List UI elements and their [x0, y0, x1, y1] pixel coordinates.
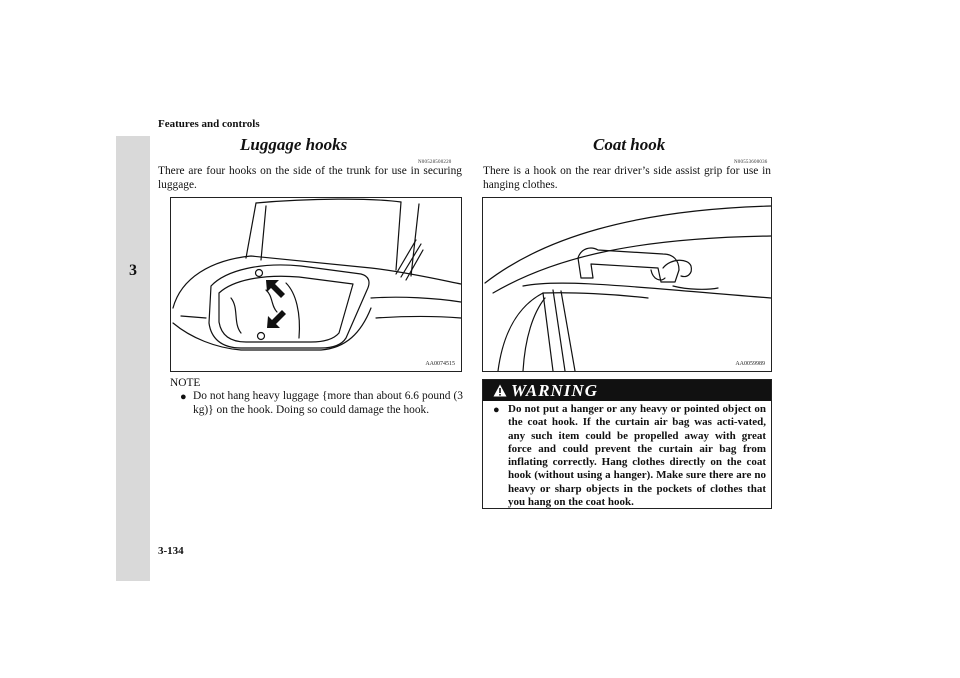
note-label: NOTE	[170, 377, 201, 389]
coat-hook-code: N00553600036	[734, 160, 768, 165]
figure-code: AA0074515	[425, 361, 455, 367]
running-header: Features and controls	[158, 118, 260, 130]
coat-hook-title: Coat hook	[593, 135, 666, 154]
luggage-hooks-code: N00528500220	[418, 160, 452, 165]
assist-grip-illustration	[483, 198, 771, 371]
luggage-hooks-figure	[170, 197, 462, 372]
chapter-tab	[116, 136, 150, 581]
warning-header	[483, 380, 771, 401]
arrow-icon	[266, 280, 286, 328]
trunk-illustration	[171, 198, 461, 371]
page-number: 3-134	[158, 545, 184, 557]
warning-text: Do not put a hanger or any heavy or pointed object on the coat hook. If the curtain air bag was acti-vated, any such item could be propelled away with great force and could prevent the curtain air bag from inflating correctly. Hang clothes directly on the coat hook (without using a hanger). Make sure there are no heavy or sharp objects in the pockets of clothes that you hang on the coat hook.	[508, 403, 766, 509]
coat-hook-figure	[482, 197, 772, 372]
warning-triangle-icon	[493, 384, 507, 397]
chapter-number: 3	[129, 262, 137, 279]
luggage-hooks-body: There are four hooks on the side of the trunk for use in securing luggage.	[158, 165, 462, 191]
warning-box	[482, 379, 772, 509]
warning-bullet: ●	[493, 404, 500, 416]
note-text: Do not hang heavy luggage {more than about 6.6 pound (3 kg)} on the hook. Doing so could damage the hook.	[193, 390, 463, 416]
figure-code: AA0059989	[735, 361, 765, 367]
coat-hook-body: There is a hook on the rear driver’s side assist grip for use in hanging clothes.	[483, 165, 771, 191]
luggage-hooks-title: Luggage hooks	[240, 135, 348, 154]
warning-title: WARNING	[511, 381, 598, 400]
note-bullet: ●	[180, 391, 187, 403]
